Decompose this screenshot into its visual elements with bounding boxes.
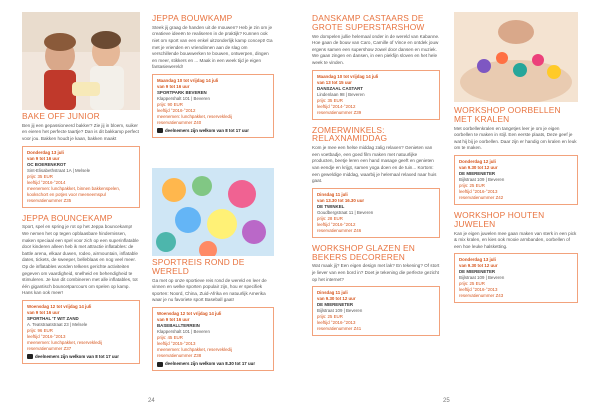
- venue: DE TWINKEL: [317, 203, 345, 209]
- price: prijs: 25 EUR: [459, 281, 485, 287]
- time: van 9.30 tot 12 uur: [459, 165, 498, 170]
- venue: BASEBALLTERREIN: [157, 323, 200, 328]
- left-column-2-lower: [152, 258, 274, 371]
- reservation-number: reservatienummer Z40: [157, 119, 202, 125]
- section-title-danskamp: DANSKAMP CASTAARS DE GROTE SUPERSTARSHOW: [312, 13, 425, 32]
- intro-bake-off: Ben jij een gepassioneerd bakker? Zie jij in bloem, suiker en eieren het perfecte taartje? Dan is dit bakkamp perfect voor jou. Bakken houdt je kaan, bakken maakt: [22, 122, 139, 141]
- age: leeftijd °2016-°2013: [459, 189, 498, 194]
- right-column-2: [454, 106, 578, 303]
- intro-sportreis: Ga met op onze sportieve reis rond de wereld en leer de vinnen en welke sporten populair zijn, hou er specifiek sporten: Noord, China, Zuid-Afrika en natuurlijk Amerika waar je nu favoriete sport Baseball gaat!: [152, 277, 267, 303]
- reservation-number: reservatienummer Z39: [317, 109, 362, 115]
- info-box-jeppa-bouwkamp: [152, 74, 274, 138]
- address: Klappershalt 101 | Beveren: [157, 329, 210, 334]
- age: leeftijd °2015-°2013: [157, 341, 196, 346]
- welcome-text: deelnemers zijn welkom van 8.30 tot 17 uur: [165, 361, 256, 366]
- address: Lindenlaan 98 | Beveren: [317, 91, 365, 97]
- time: van 9.30 tot 12 uur: [459, 263, 498, 269]
- welcome-text: deelnemers zijn welkom van 8 tot 17 uur: [35, 353, 119, 359]
- address: Goudbergstraat 11 | Beveren: [317, 209, 374, 215]
- section-title-oorbellen: WORKSHOP OORBELLEN MET KRALEN: [454, 105, 561, 124]
- date: Dinsdag 11 juli: [317, 191, 348, 197]
- car-icon: [27, 354, 33, 359]
- age: leeftijd °2016-°2014: [27, 179, 66, 185]
- car-icon: [157, 362, 163, 367]
- address: Bijlstraat 109 | Beveren: [459, 177, 505, 182]
- info-box-sportreis: [152, 307, 274, 371]
- price: prijs: 45 EUR: [157, 335, 183, 340]
- info-box-workshop-glazen: [312, 286, 440, 336]
- price: prijs: 35 EUR: [317, 97, 343, 103]
- welcome-line: [27, 354, 135, 360]
- time: van 9.30 tot 12 uur: [317, 296, 356, 302]
- page-number-left: 24: [148, 398, 155, 404]
- reservation-number: reservatienummer Z41: [317, 326, 362, 332]
- car-icon: [157, 128, 163, 133]
- info-box-danskamp: [312, 70, 440, 120]
- time: van 9 tot 16 uur: [27, 155, 60, 161]
- section-title-jeppa-bouwkamp: JEPPA BOUWKAMP: [152, 13, 233, 23]
- section-title-bake-off: BAKE OFF JUNIOR: [22, 111, 100, 121]
- welcome-line: [157, 361, 269, 367]
- info-box-oorbellen: [454, 155, 578, 205]
- intro-jeppa-bouwkamp: Steek jij graag de handen uit de mouwen? Heb je zin om je creatieve ideeën te realiseren in de praktijk? Kunnen ook niet om sport van een enkel uitzonderlijk kamp concept! Ga met je vrienden en vriendinnen aan de slag om verschillende bouwwerken te bouwen, ontwerpen, dingen en meer, stikkers en ... Maak in een week tijd je eigen fantasiewereld!: [152, 24, 273, 70]
- time: van 9 tot 16 uur: [157, 317, 190, 322]
- note: meenemen: lunchpakket, reservekledij: [27, 339, 102, 345]
- welcome-text: deelnemers zijn welkom van 8 tot 17 uur: [165, 127, 249, 133]
- note: meenemen: lunchpakket, reservekledij: [157, 113, 232, 119]
- age: leeftijd °2016-°2013: [317, 320, 356, 326]
- intro-workshop-glazen: Wat maak jij? Een eigen design met lak? En tekening? Of stort je liever van een bord in? Doet je tekening die perfecte gezicht op het internet?: [312, 263, 440, 282]
- address: Bijlstraat 109 | Beveren: [317, 308, 363, 314]
- time: van 9 tot 16 uur: [27, 309, 60, 315]
- time: van 9 tot 16 uur: [157, 83, 190, 89]
- age: leeftijd °2016-°2013: [459, 287, 498, 293]
- date: Donderdag 12 juli: [459, 159, 496, 164]
- info-box-zomerwinkels: [312, 188, 440, 238]
- section-title-workshop-glazen: WORKSHOP GLAZEN EN BEKERS DECOREREN: [312, 242, 416, 262]
- intro-jeppa-bounce: Sport, spel en spring je rot op het Jeppa bouncekamp! We nemen het op tegen opblaasbare hindernissen, maken speciaal een spel voor zich op een superinflatable door kinderen alleen heb ik met attractie inflatables: de battle arena, elkaar duwen, rodeo, airmountain, inflatable dates, tickets, de sweeper, belleblaas en nog veel meer. Op de inflatables worden telkens gerichte activiteiten gegeven om vaardigheid, snelheid en behendigheid te stimuleren. Je kan dit combineren met alle inflatables, tot één gigantisch bouncetparcours om spelen op kamp. Hans kan ook meer!: [22, 224, 139, 296]
- time: van 13 tot 15 uur: [317, 79, 352, 85]
- date: Dinsdag 11 juli: [317, 290, 348, 296]
- section-title-jeppa-bounce: JEPPA BOUNCEKAMP: [22, 212, 113, 223]
- reservation-number: reservatienummer Z46: [317, 227, 362, 233]
- info-box-jeppa-bounce: [22, 300, 140, 364]
- date: Maandag 10 tot vrijdag 14 juli: [317, 73, 379, 79]
- price: prijs: 96 EUR: [27, 327, 53, 333]
- section-title-houten-juwelen: WORKSHOP HOUTEN JUWELEN: [454, 210, 545, 229]
- info-box-bake-off: [22, 146, 140, 208]
- reservation-number: reservatienummer Z43: [459, 293, 504, 299]
- date: Woensdag 12 tot vrijdag 14 juli: [157, 311, 222, 316]
- price: prijs: 25 EUR: [459, 183, 485, 188]
- price: prijs: 35 EUR: [27, 173, 53, 179]
- venue: DANSZAAL CASTART: [317, 85, 363, 91]
- date: Maandag 10 tot vrijdag 14 juli: [157, 77, 219, 83]
- note: meenemen: lunchpakket, reservekledij: [157, 347, 232, 352]
- note: meenemen: lunchpakket, binnen bakkenspelen, kookschort en potjes voor meeneemspul: [27, 185, 120, 197]
- venue: DE MIERENETER: [459, 171, 496, 176]
- age: leeftijd °2016-°2012: [317, 221, 356, 227]
- reservation-number: reservatienummer Z42: [459, 195, 504, 200]
- photo-building-blocks: [152, 168, 274, 256]
- date: Donderdag 13 juli: [459, 257, 496, 263]
- welcome-line: [157, 128, 269, 134]
- info-box-houten-juwelen: [454, 253, 578, 303]
- address: Sint-Elisabethstraat 1A | Melsele: [27, 167, 91, 173]
- age: leeftijd °2016-°2012: [157, 107, 196, 113]
- left-column-2: [152, 14, 274, 138]
- intro-zomerwinkels: Kom je mee een helse middag zalig relaxen? Genieten van een voetbadje, een goed film maken met natuurlijke producten, beetje leren een hand masage geeft en genieten van eendje en krijgt, samen yoga doen en de tuin... Kortom: een geweldige middag, waarbij je helemaal relaxed naar huis gaat.: [312, 145, 437, 184]
- right-column-1: [312, 14, 440, 336]
- date: Donderdag 13 juli: [27, 149, 64, 155]
- intro-houten-juwelen: Kan je eigen juwelen mee gaan maken van sterk in een pick & mix kralen, en kies ook mooie armbanden, oorbellen of een hoe leuke halsketting.: [454, 230, 577, 249]
- price: prijs: 25 EUR: [317, 314, 343, 320]
- section-title-zomerwinkels: ZOMERWINKELS: RELAXNAMIDDAG: [312, 124, 388, 144]
- age: leeftijd °2014-°2012: [317, 103, 356, 109]
- page-number-right: 25: [443, 398, 450, 404]
- reservation-number: reservatienummer Z35: [27, 197, 72, 203]
- reservation-number: reservatienummer Z37: [27, 345, 72, 351]
- price: prijs: 90 EUR: [157, 101, 183, 107]
- left-column-1: [22, 112, 140, 364]
- venue: SPORTPARK BEVEREN: [157, 89, 207, 95]
- reservation-number: reservatienummer Z38: [157, 353, 202, 358]
- section-title-sportreis: SPORTREIS ROND DE WERELD: [152, 257, 245, 276]
- photo-baking-kids: [22, 12, 140, 110]
- photo-jewelry: [454, 12, 578, 102]
- date: Woensdag 12 tot vrijdag 14 juli: [27, 303, 92, 309]
- venue: DE MIERENETER: [459, 269, 496, 275]
- address: Bijlstraat 109 | Beveren: [459, 275, 505, 281]
- venue: SPORTHAL 'T WIT ZAND: [27, 315, 79, 321]
- address: A. Teatstraatstraat 23 | Melsele: [27, 321, 88, 327]
- intro-danskamp: We dompelen jullie helemaal onder in de wereld van Kabanne. Hoe gaan de bouw van Caro, Camille of Vince en ontdek jouw ergens samen een supershow zowel door dansen en muziek. We gaan zingen en dansen, in een piekfijn sloven en het hele week te vinden.: [312, 33, 440, 65]
- age: leeftijd °2016-°2013: [27, 333, 66, 339]
- venue: DE MIERENETER: [317, 302, 354, 308]
- price: prijs: 28 EUR: [317, 215, 343, 221]
- venue: OC BOERENKROT: [27, 161, 67, 167]
- address: Klappershalt 101 | Beveren: [157, 95, 210, 101]
- time: van 13.30 tot 16.30 uur: [317, 197, 365, 203]
- intro-oorbellen: Met oorbellenkralen en tangetjes leer je om je eigen oorbellen te maken in stijl. Een eerste plaats, Deze geef je wat hij bij je oorbellen. Daar zijn er handig om kralen en leuk om te maken.: [454, 125, 577, 151]
